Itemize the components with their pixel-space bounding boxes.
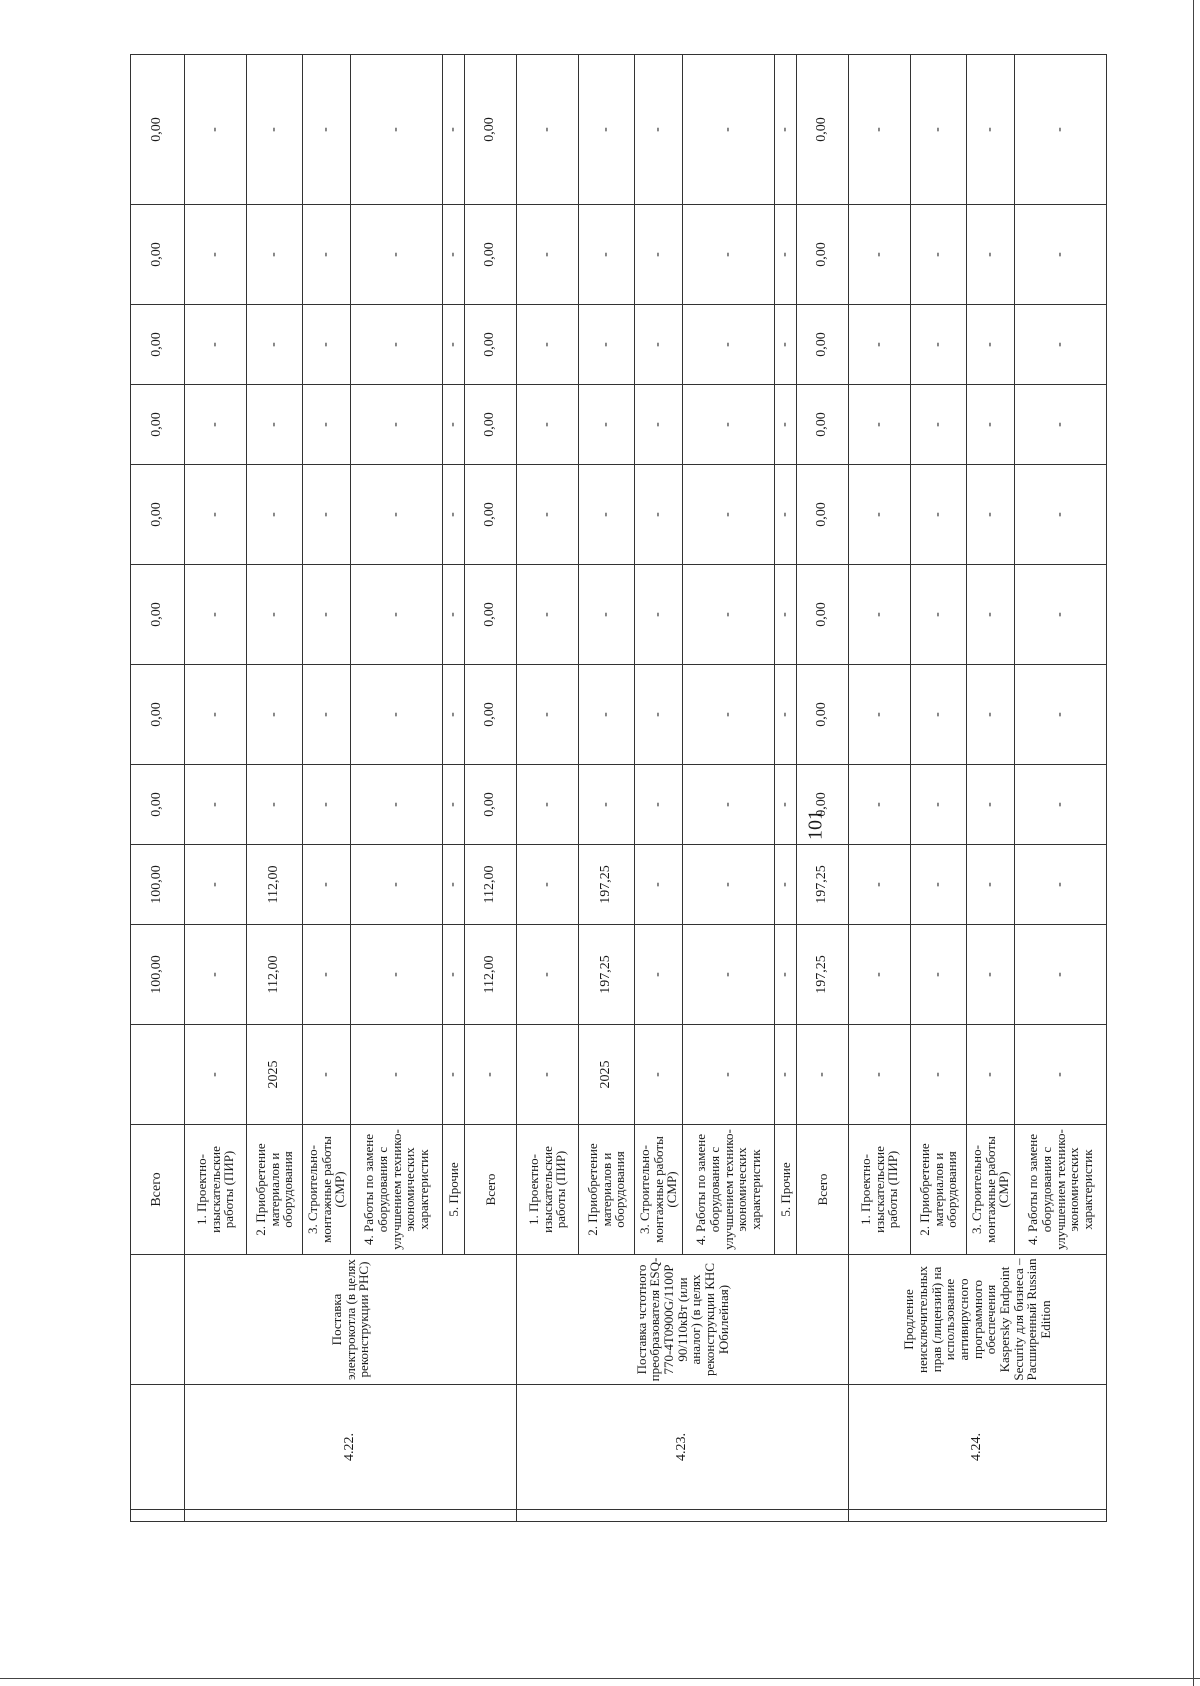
value-cell: 0,00 (465, 385, 517, 465)
value-cell: - (911, 465, 967, 565)
value-cell: - (517, 385, 579, 465)
value-cell: 0,00 (797, 385, 849, 465)
value-cell: - (911, 925, 967, 1025)
value-cell: - (579, 55, 635, 205)
value-cell: 0,00 (797, 665, 849, 765)
value-cell: - (247, 205, 303, 305)
value-cell: - (849, 465, 911, 565)
cost-category-label: 4. Работы по замене оборудования с улучшением технико-экономических характеристик (683, 1125, 775, 1255)
year-cell: - (443, 1025, 465, 1125)
value-cell: - (247, 55, 303, 205)
header-year (131, 1025, 185, 1125)
value-cell: - (775, 465, 797, 565)
value-cell: - (683, 925, 775, 1025)
value-cell: - (247, 765, 303, 845)
value-cell: - (185, 55, 247, 205)
value-cell: - (683, 305, 775, 385)
value-cell: - (849, 665, 911, 765)
value-cell: - (849, 205, 911, 305)
value-cell: - (967, 465, 1015, 565)
value-cell: - (967, 565, 1015, 665)
value-cell: 112,00 (247, 925, 303, 1025)
value-cell: 0,00 (465, 665, 517, 765)
value-cell: - (579, 765, 635, 845)
value-cell: - (185, 925, 247, 1025)
value-cell: - (683, 665, 775, 765)
value-cell: - (351, 565, 443, 665)
year-cell: - (185, 1025, 247, 1125)
value-cell: - (1015, 565, 1107, 665)
table-edge-cell (517, 1510, 849, 1522)
header-value-cell: 0,00 (131, 205, 185, 305)
value-cell: - (443, 845, 465, 925)
cost-category-label: 1. Проектно-изыскательские работы (ПИР) (517, 1125, 579, 1255)
value-cell: - (635, 925, 683, 1025)
value-cell: - (683, 385, 775, 465)
value-cell: - (579, 385, 635, 465)
value-cell: - (1015, 305, 1107, 385)
value-cell: - (517, 925, 579, 1025)
value-cell: - (351, 765, 443, 845)
value-cell: 197,25 (797, 845, 849, 925)
value-cell: - (911, 305, 967, 385)
value-cell: - (247, 565, 303, 665)
item-name: Поставка электрокотла (в целях реконструкции РНС) (185, 1255, 517, 1385)
value-cell: - (849, 925, 911, 1025)
value-cell: - (849, 845, 911, 925)
value-cell: 0,00 (465, 305, 517, 385)
value-cell: - (849, 305, 911, 385)
value-cell: - (775, 845, 797, 925)
value-cell: - (635, 205, 683, 305)
value-cell: - (775, 765, 797, 845)
value-cell: - (303, 305, 351, 385)
value-cell: - (517, 305, 579, 385)
value-cell: - (185, 305, 247, 385)
value-cell: - (443, 305, 465, 385)
cost-category-label: 3. Строительно-монтажные работы (СМР) (303, 1125, 351, 1255)
value-cell: - (185, 765, 247, 845)
value-cell: - (303, 385, 351, 465)
value-cell: - (351, 465, 443, 565)
cost-category-label: 2. Приобретение материалов и оборудования (247, 1125, 303, 1255)
cost-category-label: 2. Приобретение материалов и оборудования (579, 1125, 635, 1255)
value-cell: - (351, 205, 443, 305)
budget-table (130, 54, 1107, 1522)
value-cell: - (911, 205, 967, 305)
cost-category-label: 4. Работы по замене оборудования с улучшением технико-экономических характеристик (1015, 1125, 1107, 1255)
value-cell: - (303, 565, 351, 665)
value-cell: - (1015, 665, 1107, 765)
value-cell: - (303, 55, 351, 205)
value-cell: - (185, 665, 247, 765)
year-cell: - (465, 1025, 517, 1125)
table-row (517, 55, 579, 1522)
page-border-bottom (0, 1678, 1200, 1679)
value-cell: - (579, 305, 635, 385)
value-cell: 0,00 (797, 55, 849, 205)
value-cell: - (351, 925, 443, 1025)
header-value-cell: 0,00 (131, 565, 185, 665)
header-value-cell: 0,00 (131, 55, 185, 205)
value-cell: - (775, 305, 797, 385)
value-cell: - (635, 665, 683, 765)
value-cell: - (775, 55, 797, 205)
year-cell: - (683, 1025, 775, 1125)
value-cell: - (1015, 55, 1107, 205)
table-edge-cell (131, 1510, 185, 1522)
value-cell: - (635, 305, 683, 385)
value-cell: 0,00 (465, 55, 517, 205)
value-cell: 112,00 (247, 845, 303, 925)
value-cell: 0,00 (465, 465, 517, 565)
cost-category-label: 3. Строительно-монтажные работы (СМР) (967, 1125, 1015, 1255)
value-cell: - (967, 765, 1015, 845)
value-cell: - (635, 565, 683, 665)
cost-category-label: Всего (797, 1125, 849, 1255)
value-cell: - (1015, 385, 1107, 465)
page-border-right (1193, 0, 1194, 1686)
year-cell: - (303, 1025, 351, 1125)
value-cell: - (443, 55, 465, 205)
cost-category-label: 2. Приобретение материалов и оборудования (911, 1125, 967, 1255)
value-cell: - (517, 765, 579, 845)
value-cell: - (247, 305, 303, 385)
value-cell: - (911, 55, 967, 205)
value-cell: 0,00 (465, 765, 517, 845)
value-cell: 0,00 (797, 205, 849, 305)
value-cell: - (967, 845, 1015, 925)
year-cell: - (911, 1025, 967, 1125)
cost-category-label: 1. Проектно-изыскательские работы (ПИР) (849, 1125, 911, 1255)
value-cell: - (911, 665, 967, 765)
year-cell: - (351, 1025, 443, 1125)
value-cell: - (1015, 845, 1107, 925)
header-value-cell: 100,00 (131, 925, 185, 1025)
value-cell: - (517, 665, 579, 765)
table-row (185, 55, 247, 1522)
value-cell: - (1015, 765, 1107, 845)
value-cell: - (303, 845, 351, 925)
year-cell: 2025 (579, 1025, 635, 1125)
value-cell: - (775, 385, 797, 465)
value-cell: - (443, 465, 465, 565)
value-cell: - (517, 465, 579, 565)
value-cell: - (303, 665, 351, 765)
year-cell: 2025 (247, 1025, 303, 1125)
value-cell: - (849, 565, 911, 665)
value-cell: - (517, 845, 579, 925)
value-cell: - (683, 845, 775, 925)
table-edge-cell (185, 1510, 517, 1522)
value-cell: - (443, 205, 465, 305)
value-cell: 0,00 (465, 205, 517, 305)
value-cell: - (443, 765, 465, 845)
value-cell: - (683, 765, 775, 845)
value-cell: - (579, 565, 635, 665)
value-cell: - (185, 385, 247, 465)
value-cell: - (185, 845, 247, 925)
value-cell: - (683, 205, 775, 305)
cost-category-label: 5. Прочие (443, 1125, 465, 1255)
value-cell: 0,00 (797, 765, 849, 845)
value-cell: - (911, 845, 967, 925)
value-cell: - (579, 665, 635, 765)
value-cell: 197,25 (579, 845, 635, 925)
value-cell: - (185, 205, 247, 305)
value-cell: - (351, 385, 443, 465)
value-cell: 0,00 (797, 305, 849, 385)
value-cell: - (351, 665, 443, 765)
header-num-cell (131, 1385, 185, 1510)
value-cell: - (443, 665, 465, 765)
value-cell: - (185, 465, 247, 565)
value-cell: - (849, 765, 911, 845)
value-cell: - (911, 765, 967, 845)
item-number: 4.22. (185, 1385, 517, 1510)
value-cell: - (635, 845, 683, 925)
value-cell: - (849, 55, 911, 205)
year-cell: - (635, 1025, 683, 1125)
value-cell: - (1015, 205, 1107, 305)
value-cell: - (303, 465, 351, 565)
value-cell: - (683, 465, 775, 565)
value-cell: 197,25 (579, 925, 635, 1025)
value-cell: - (247, 665, 303, 765)
header-name-cell (131, 1255, 185, 1385)
value-cell: - (849, 385, 911, 465)
value-cell: - (247, 465, 303, 565)
item-number: 4.24. (849, 1385, 1107, 1510)
value-cell: - (443, 565, 465, 665)
value-cell: 0,00 (465, 565, 517, 665)
value-cell: 0,00 (797, 565, 849, 665)
value-cell: - (579, 465, 635, 565)
value-cell: - (635, 765, 683, 845)
value-cell: - (775, 925, 797, 1025)
header-value-cell: 100,00 (131, 845, 185, 925)
year-cell: - (967, 1025, 1015, 1125)
value-cell: 197,25 (797, 925, 849, 1025)
budget-table-rotated (130, 54, 1107, 1522)
year-cell: - (797, 1025, 849, 1125)
value-cell: - (303, 765, 351, 845)
cost-category-label: 1. Проектно-изыскательские работы (ПИР) (185, 1125, 247, 1255)
value-cell: - (351, 845, 443, 925)
cost-category-label: Всего (465, 1125, 517, 1255)
header-value-cell: 0,00 (131, 385, 185, 465)
value-cell: - (683, 55, 775, 205)
value-cell: - (635, 385, 683, 465)
value-cell: - (303, 925, 351, 1025)
value-cell: - (967, 665, 1015, 765)
value-cell: - (911, 565, 967, 665)
item-name: Поставка чстотного преобразователя ESQ-770-4T0900G/1100P 90/110кВт (или аналог) (в целях реконструкции КНС Юбилейная) (517, 1255, 849, 1385)
value-cell: - (911, 385, 967, 465)
value-cell: - (967, 385, 1015, 465)
value-cell: - (967, 925, 1015, 1025)
value-cell: - (635, 55, 683, 205)
header-value-cell: 0,00 (131, 665, 185, 765)
header-label: Всего (131, 1125, 185, 1255)
value-cell: - (1015, 925, 1107, 1025)
item-name: Продление неисключительных прав (лицензий) на использование антивирусного программного обеспечения Kaspersky Endpoint Security для бизнеса – Расширенный Russian Edition (849, 1255, 1107, 1385)
value-cell: - (967, 305, 1015, 385)
value-cell: - (351, 55, 443, 205)
header-value-cell: 0,00 (131, 305, 185, 385)
cost-category-label: 3. Строительно-монтажные работы (СМР) (635, 1125, 683, 1255)
year-cell: - (1015, 1025, 1107, 1125)
page-number: 101 (804, 810, 827, 840)
value-cell: 112,00 (465, 925, 517, 1025)
value-cell: - (247, 385, 303, 465)
value-cell: 112,00 (465, 845, 517, 925)
value-cell: 0,00 (797, 465, 849, 565)
value-cell: - (967, 205, 1015, 305)
cost-category-label: 4. Работы по замене оборудования с улучшением технико-экономических характеристик (351, 1125, 443, 1255)
value-cell: - (443, 925, 465, 1025)
value-cell: - (775, 665, 797, 765)
header-value-cell: 0,00 (131, 765, 185, 845)
value-cell: - (303, 205, 351, 305)
value-cell: - (635, 465, 683, 565)
value-cell: - (185, 565, 247, 665)
table-row (849, 55, 911, 1522)
value-cell: - (517, 205, 579, 305)
cost-category-label: 5. Прочие (775, 1125, 797, 1255)
year-cell: - (517, 1025, 579, 1125)
year-cell: - (849, 1025, 911, 1125)
value-cell: - (1015, 465, 1107, 565)
value-cell: - (775, 205, 797, 305)
table-edge-cell (849, 1510, 1107, 1522)
value-cell: - (443, 385, 465, 465)
value-cell: - (517, 565, 579, 665)
value-cell: - (351, 305, 443, 385)
header-value-cell: 0,00 (131, 465, 185, 565)
value-cell: - (967, 55, 1015, 205)
year-cell: - (775, 1025, 797, 1125)
value-cell: - (517, 55, 579, 205)
value-cell: - (775, 565, 797, 665)
value-cell: - (579, 205, 635, 305)
value-cell: - (683, 565, 775, 665)
item-number: 4.23. (517, 1385, 849, 1510)
